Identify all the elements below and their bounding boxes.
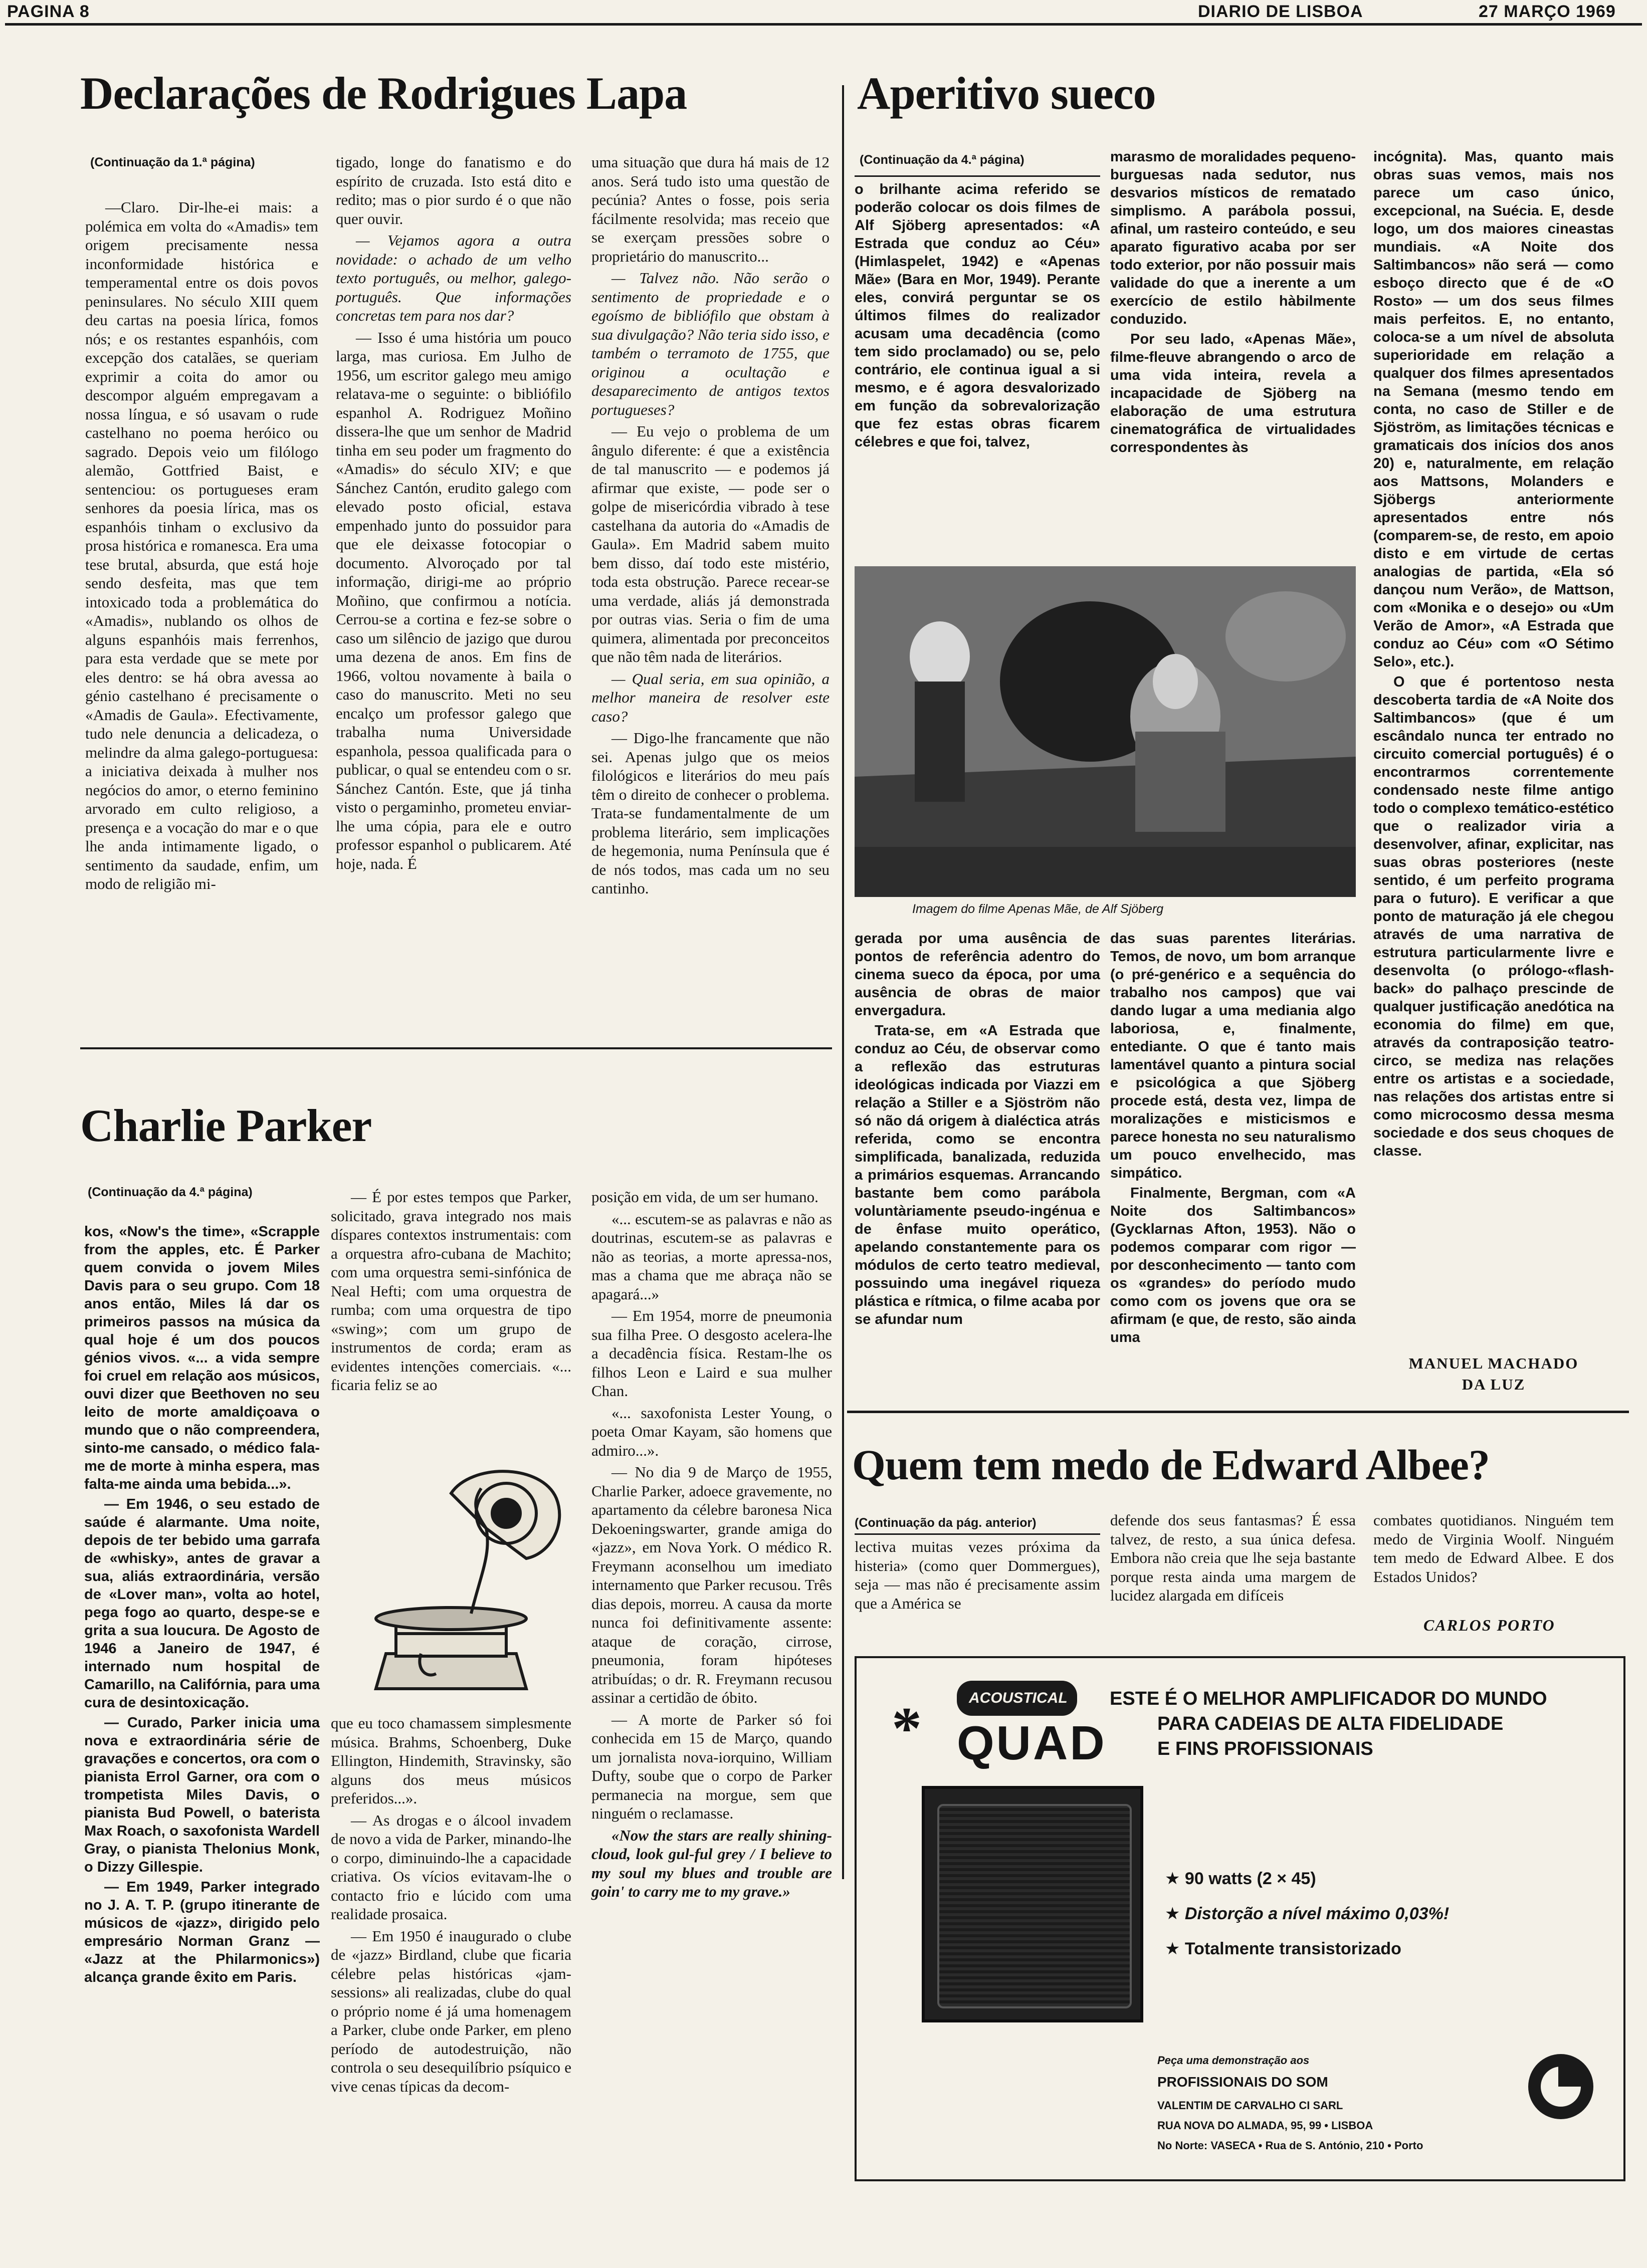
advert-headline-1: ESTE É O MELHOR AMPLIFICADOR DO MUNDO: [1110, 1688, 1547, 1709]
continuation-note: (Continuação da 4.ª página): [88, 1185, 253, 1199]
albee-column-3: [1373, 1511, 1614, 1589]
paragraph: — Em 1949, Parker integrado no J. A. T. P. (grupo itinerante de músicos de «jazz», dirigido pelo empresário Norman Granz — «Jazz at the Philarmonics») alcança grande êxito em Paris.: [84, 1879, 320, 1985]
paragraph: — Em 1950 é inaugurado o clube de «jazz» Birdland, clube que ficaria célebre pelas históricas «jam-sessions» ali realizadas, clube do qual o próprio nome é já uma homenagem a Parker, clube onde Parker, em pleno período de autodestruição, não controla o seu desequilíbrio psíquico e vive cenas típicas da decom-: [331, 1927, 571, 2095]
paragraph: que eu toco chamassem simplesmente música. Brahms, Schoenberg, Duke Ellington, Hindemith, Stravinsky, são alguns dos meus músicos preferidos...».: [331, 1714, 571, 1807]
aperitivo-column-3: [1373, 148, 1614, 1162]
newspaper-name: DIARIO DE LISBOA: [1198, 2, 1363, 21]
quad-brand: QUAD: [957, 1716, 1107, 1770]
paragraph: — A morte de Parker só foi conhecida em 15 de Março, quando um jornalista nova-iorquino, William Dufty, soube que o corpo de Parker permanecia na morgue, sem que ninguém o reclamasse.: [591, 1710, 832, 1822]
paragraph: posição em vida, de um ser humano.: [591, 1188, 818, 1206]
paragraph: das suas parentes literárias. Temos, de novo, um bom arranque (o pré-genérico e a sequência do trabalho nos campos) que vai dando lugar a uma mediania algo laboriosa, e, finalmente, entediante. O que é tanto mais lamentável quanto a pintura social e psicológica a que Sjöberg procede está, desta vez, limpa de moralizações e misticismos e parece honesta no seu naturalismo um pouco envelhecido, mas simpático.: [1110, 931, 1356, 1181]
aperitivo-column-1-top: [855, 180, 1100, 453]
parker-column-3: [591, 1188, 832, 1904]
paragraph: — Digo-lhe francamente que não sei. Apenas julgo que os meios filológicos e literários do meu país têm o direito de conhecer o problema. Trata-se fundamentalmente de um problema literário, sem implicações de hegemonia, numa Península que é de nós todos, mas cada um no seu cantinho.: [591, 729, 830, 897]
lapa-column-3: [591, 153, 830, 901]
acoustical-badge: [957, 1681, 1077, 1716]
dealer-line-3: VALENTIM DE CARVALHO CI SARL: [1157, 2099, 1343, 2112]
headline-rodrigues-lapa: Declarações de Rodrigues Lapa: [80, 68, 687, 119]
author-name-line1: MANUEL MACHADO: [1408, 1354, 1579, 1372]
albee-column-2: [1110, 1511, 1356, 1608]
dealer-line-2: PROFISSIONAIS DO SOM: [1157, 2074, 1328, 2090]
amplifier-image: [922, 1786, 1143, 2022]
lapa-column-2: [336, 153, 571, 876]
quad-advertisement: [855, 1656, 1625, 2181]
paragraph: Finalmente, Bergman, com «A Noite dos Saltimbancos» (Gycklarnas Afton, 1953). Não o podemos comparar com rigor — por desconhecimento — tanto com os «grandes» do período mudo como com os jovens que ora se afirmam (e que, de resto, são ainda uma: [1110, 1185, 1356, 1345]
author-signature: [1373, 1353, 1614, 1395]
song-lyric: «Now the stars are really shining-cloud, look gul-ful grey / I believe to my soul my blues and trouble are goin' to carry me to my grave.»: [591, 1826, 832, 1900]
question: — Qual seria, em sua opinião, a melhor maneira de resolver este caso?: [591, 669, 830, 725]
issue-date: 27 MARÇO 1969: [1479, 2, 1616, 21]
paragraph: —Claro. Dir-lhe-ei mais: a polémica em volta do «Amadis» tem origem precisamente nessa inconformidade histórica e temperamental entre os dois povos peninsulares. No século XIII quem deu cartas na poesia lírica, fomos nós; e os restantes espanhóis, com excepção dos catalães, se queriam exprimir a coita do amor ou descompor alguém empregavam a nossa língua, e só usavam o rude castelhano no poema heróico ou sagrado. Depois veio um filólogo alemão, Gottfried Baist, e sentenciou: os portugueses eram senhores da poesia lírica, mas os espanhóis tinham o exclusivo da prosa histórica e romanesca. Era uma tese brutal, absurda, que está hoje sendo desfeita, mas que tem intoxicado toda a problemática do «Amadis», nublando os olhos de alguns espanhóis mais ferrenhos, para esta verdade que se mete por eles dentro: se há obra avessa ao génio castelhano é precisamente o «Amadis de Gaula». Efectivamente, tudo nele denuncia a delicadeza, o melindre da alma galego-portuguesa: a iniciativa deixada à mulher nos negócios do amor, o eterno feminino arvorado em culto religioso, a presença e a vocação do mar e o que lhe anda intimamente ligado, o sentimento da saudade, enfim, um modo de religião mi-: [85, 198, 318, 892]
asterisk-icon: *: [892, 1695, 922, 1761]
quote: «... escutem-se as palavras e não as doutrinas, escutem-se as palavras e não as teorias, a morte apressa-nos, mas a chama que me abraça não se apagará...»: [591, 1210, 832, 1303]
paragraph: kos, «Now's the time», «Scrapple from the apples, etc. É Parker quem convida o jovem Miles Davis para o seu grupo. Com 18 anos então, Miles lá dar os primeiros passos na música da qual hoje é um dos poucos génios vivos. «... a vida sempre foi cruel em relação aos músicos, ouvi dizer que Beethoven no seu leito de morte amaldiçoava o mundo que o não compreendera, sinto-me cansado, o médico fala-me de morte à minha espera, mas falta-me ainda uma bebida...».: [84, 1224, 320, 1492]
masthead-rule: [5, 23, 1642, 26]
paragraph: marasmo de moralidades pequeno-burguesas nada sedutor, nus desvarios místicos de rematado simplismo. A parábola possui, afinal, um rasteiro conteúdo, e seu aparato figurativo acaba por ser todo exterior, por não possuir mais validade do que a inerente a um exercício de estilo hàbilmente conduzido.: [1110, 149, 1356, 327]
headline-charlie-parker: Charlie Parker: [80, 1100, 372, 1151]
paragraph: incógnita). Mas, quanto mais obras suas vemos, mais nos parece um caso único, excepcional, na Suécia. E, desde logo, um dos maiores cineastas mundiais. «A Noite dos Saltimbancos» não será — como esboço directo que é de «O Rosto» — um dos seus filmes mais perfeitos. E, no entanto, coloca-se a um nível de absoluta superioridade em relação a qualquer dos filmes apresentados na Semana (mesmo tendo em conta, no caso de Stiller e de Sjöström, as limitações técnicas e gramaticais dos inícios dos anos 20) e, naturalmente, em relação aos Mattsons, Molanders e Sjöbergs anteriormente apresentados entre nós (comparem-se, de resto, em apoio disto e em virtude de certas analogias de partida, «Ela só dançou num Verão», de Mattson, com «Monika e o desejo» ou «Um Verão de Amor», «A Estrada que conduz ao Céu» com «O Sétimo Selo», etc.).: [1373, 149, 1614, 670]
paragraph: combates quotidianos. Ninguém tem medo de Virginia Woolf. Ninguém tem medo de Edward Albee. E dos Estados Unidos?: [1373, 1511, 1614, 1585]
spec-power: ★ 90 watts (2 × 45): [1165, 1869, 1316, 1888]
aperitivo-column-1-bottom: [855, 930, 1100, 1330]
aperitivo-column-2-bottom: [1110, 930, 1356, 1348]
parker-column-2-top: [331, 1188, 571, 1398]
paragraph: defende dos seus fantasmas? É essa talvez, de resto, a sua única defesa. Embora não creia que lhe seja bastante porque resta ainda uma margem de lucidez alargada em difíceis: [1110, 1511, 1356, 1604]
dealer-line-1: Peça uma demonstração aos: [1157, 2054, 1310, 2067]
quote: «... saxofonista Lester Young, o poeta Omar Kayam, são homens que admiro...».: [591, 1404, 832, 1459]
headline-edward-albee: Quem tem medo de Edward Albee?: [852, 1441, 1490, 1489]
paragraph: — Curado, Parker inicia uma nova e extraordinária série de gravações e concertos, ora com o pianista Errol Garner, ora com o trompetista Miles Davis, o pianista Bud Powell, o baterista Max Roach, o saxofonista Wardell Gray, o pianista Thelonius Monk, o Dizzy Gillespie.: [84, 1715, 320, 1875]
lapa-column-1: [85, 198, 318, 896]
paragraph: — As drogas e o álcool invadem de novo a vida de Parker, minando-lhe o corpo, diminuindo-lhe a capacidade criativa. Os vícios evitavam-lhe o contacto frio e lúcido com uma realidade prosaica.: [331, 1811, 571, 1923]
continuation-note: (Continuação da pág. anterior): [855, 1516, 1037, 1530]
paragraph: lectiva muitas vezes próxima da histeria» (como quer Dommergues), seja — mas não é precisamente assim que a América se: [855, 1538, 1100, 1612]
paragraph: — Em 1946, o seu estado de saúde é alarmante. Uma noite, depois de ter bebido uma garrafa de «whisky», antes de gravar a sua, aliás extraordinária, versão de «Lover man», volta ao hotel, pega fogo ao quarto, despe-se e grita a sua loucura. De Agosto de 1946 a Janeiro de 1947, é internado num hospital de Camarillo, na Califórnia, para uma cura de desintoxicação.: [84, 1496, 320, 1711]
page-number: PAGINA 8: [7, 2, 90, 21]
section-rule: [80, 1047, 832, 1049]
parker-column-1: [84, 1223, 320, 1988]
continuation-note: (Continuação da 1.ª página): [90, 155, 255, 169]
advert-headline-2: PARA CADEIAS DE ALTA FIDELIDADE: [1157, 1713, 1504, 1734]
gramophone-illustration: [321, 1453, 581, 1714]
paragraph: — Isso é uma história um pouco larga, mas curiosa. Em Julho de 1956, um escritor galego meu amigo relatava-me o seguinte: o bibliófilo espanhol A. Rodriguez Moñino dissera-lhe que um senhor de Madrid tinha em seu poder um fragmento do «Amadis» do século XIV; e que Sánchez Cantón, erudito galego com elevado posto oficial, estava empenhado junto do possuidor para que ele deixasse fotocopiar o documento. Alvoroçado por tal informação, dirigi-me ao próprio Moñino, que confirmou a notícia. Cerrou-se a cortina e fez-se sobre o caso um silêncio de jazigo que durou uma dezena de anos. Em fins de 1966, voltou novamente à baila o caso do manuscrito. Meti no seu encalço um professor galego que trabalha numa Universidade espanhola, pessoa qualificada para o publicar, o qual se entendeu com o sr. Sánchez Cantón. Este, que já tinha visto o pergaminho, prometeu enviar-lhe uma cópia, para ele e outro professor espanhol o publicarem. Até hoje, nada. É: [336, 328, 571, 872]
paragraph: — Eu vejo o problema de um ângulo diferente: é que a existência de tal manuscrito — e podemos já afirmar que existe, — pode ser o golpe de misericórdia vibrado à tese castelhana da autoria do «Amadis de Gaula». Em Madrid sabem muito bem disso, daí todo este mistério, toda esta obstrução. Parece recear-se uma verdade, aliás já demonstrada por outras vias. Seria o fim de uma quimera, alimentada por preconceitos que não têm nada de literários.: [591, 422, 830, 665]
paragraph: Trata-se, em «A Estrada que conduz ao Céu, de observar como a reflexão das estruturas ideológicas indicada por Viazzi em relação a Stiller e a Sjöström não só não dá origem à dialéctica atrás referida, como se encontra simplificada, banalizada, reduzida a primários esquemas. Arrancando bastante bem como parábola voluntàriamente pseudo-ingénua e de ênfase muito operático, apelando constantemente para os módulos de certo teatro medieval, possuindo uma inegável riqueza plástica e rítmica, o filme acaba por se afundar num: [855, 1023, 1100, 1327]
paragraph: — No dia 9 de Março de 1955, Charlie Parker, adoece gravemente, no apartamento da célebre baronesa Nica Dekoeningswarter, grande amiga do «jazz», em Nova York. O médico R. Freymann aconselhou um imediato internamento que Parker recusou. Três dias depois, morreu. A causa da morte nunca foi definitivamente assente: ataque de coração, cirrose, pneumonia, foram hipóteses atribuídas; o dr. R. Freymann recusou assinar a certidão de óbito.: [591, 1463, 832, 1706]
acoustical-badge-text: ACOUSTICAL: [969, 1690, 1068, 1706]
paragraph: — É por estes tempos que Parker, solicitado, grava integrado nos mais díspares contextos instrumentais: com a orquestra afro-cubana de Machito; com uma orquestra semi-sinfónica de Neal Hefti; com uma orquestra de rumba; com uma orquestra de tipo «swing»; com um grupo de instrumentos de corda; eram as evidentes intenções comerciais. «... ficaria feliz se ao: [331, 1188, 571, 1394]
question: — Vejamos agora a outra novidade: o achado de um velho texto português, ou melhor, galego-português. Que informações concretas tem para nos dar?: [336, 232, 571, 324]
albee-column-1: [855, 1537, 1100, 1616]
continuation-note: (Continuação da 4.ª página): [860, 153, 1024, 167]
dealer-line-5: No Norte: VASECA • Rua de S. António, 210 • Porto: [1157, 2139, 1423, 2152]
paragraph: tigado, longe do fanatismo e do espírito de cruzada. Isto está dito e redito; mas o pior surdo é o que não quer ouvir.: [336, 153, 571, 228]
section-rule: [847, 1411, 1629, 1413]
paragraph: Por seu lado, «Apenas Mãe», filme-fleuve abrangendo o arco de uma vida inteira, revela a incapacidade de Sjöberg na elaboração de uma estrutura cinematográfica de virtualidades correspondentes às: [1110, 331, 1356, 456]
paragraph: uma situação que dura há mais de 12 anos. Será tudo isto uma questão de pecúnia? Antes o fosse, pois seria fácilmente resolvida; mas receio que se exerçam pressões sobre o proprietário do manuscrito...: [591, 153, 830, 265]
column-divider: [842, 85, 844, 1879]
valentim-logo-icon: [1523, 2049, 1598, 2124]
film-still-scene: [855, 566, 1356, 897]
spec-transistor: ★ Totalmente transistorizado: [1165, 1939, 1401, 1958]
question: — Talvez não. Não serão o sentimento de propriedade e o egoísmo de bibliófilo que obstam à sua divulgação? Não teria sido isso, e também o terramoto de 1755, que originou a ocultação e desaparecimento de antigos textos portugueses?: [591, 269, 830, 418]
spec-distortion: ★ Distorção a nível máximo 0,03%!: [1165, 1904, 1450, 1923]
paragraph: O que é portentoso nesta descoberta tardia de «A Noite dos Saltimbancos» (que é um escândalo nunca ter entrado no circuito comercial português) é o encontrarmos correntemente condensado neste filme antigo todo o complexo temático-estético que o realizador viria a desenvolver, afinar, explicitar, nas suas obras posteriores (neste sentido, é um perfeito programa para o futuro). E verificar a que ponto de maturação já ele chegou através de uma narrativa de estrutura particularmente livre e desenvolta (o prólogo-«flash-back» do palhaço prescinde de qualquer justificação anedótica na economia do filme) em que, através da contraposição teatro-circo, se mediza nas relações entre os artistas e a sociedade, nas relações dos artistas entre si como microcosmo dessa mesma sociedade e dos seus choques de classe.: [1373, 674, 1614, 1159]
albee-author: CARLOS PORTO: [1423, 1616, 1555, 1634]
paragraph: o brilhante acima referido se poderão colocar os dois filmes de Alf Sjöberg apresentados: «A Estrada que conduz ao Céu» (Himlaspelet, 1942) e «Apenas Mãe» (Bara en Mor, 1949). Perante eles, convirá perguntar se os últimos filmes do realizador acusam uma decadência (como tem sido proclamado) ou se, pelo contrário, ele continua igual a si mesmo, e é agora desvalorizado em função da sobrevalorização que fez estas obras ficarem célebres e que foi, talvez,: [855, 181, 1100, 450]
parker-column-2-bottom: [331, 1714, 571, 2099]
photo-caption: Imagem do filme Apenas Mãe, de Alf Sjöberg: [912, 902, 1164, 916]
film-still-photo: [855, 566, 1356, 897]
author-name-line2: DA LUZ: [1462, 1376, 1526, 1393]
headline-aperitivo-sueco: Aperitivo sueco: [857, 68, 1156, 119]
advert-headline-3: E FINS PROFISSIONAIS: [1157, 1738, 1373, 1759]
continuation-underline: [855, 1533, 1100, 1535]
paragraph: — Em 1954, morre de pneumonia sua filha Pree. O desgosto acelera-lhe a decadência física. Restam-lhe os filhos Leon e Laird e sua mulher Chan.: [591, 1307, 832, 1400]
dealer-line-4: RUA NOVA DO ALMADA, 95, 99 • LISBOA: [1157, 2119, 1373, 2132]
continuation-underline: [855, 175, 1100, 177]
paragraph: gerada por uma ausência de pontos de referência adentro do cinema sueco da época, por uma ausência de obras de maior envergadura.: [855, 931, 1100, 1019]
amplifier-grille: [937, 1804, 1132, 2008]
aperitivo-column-2-top: [1110, 148, 1356, 459]
